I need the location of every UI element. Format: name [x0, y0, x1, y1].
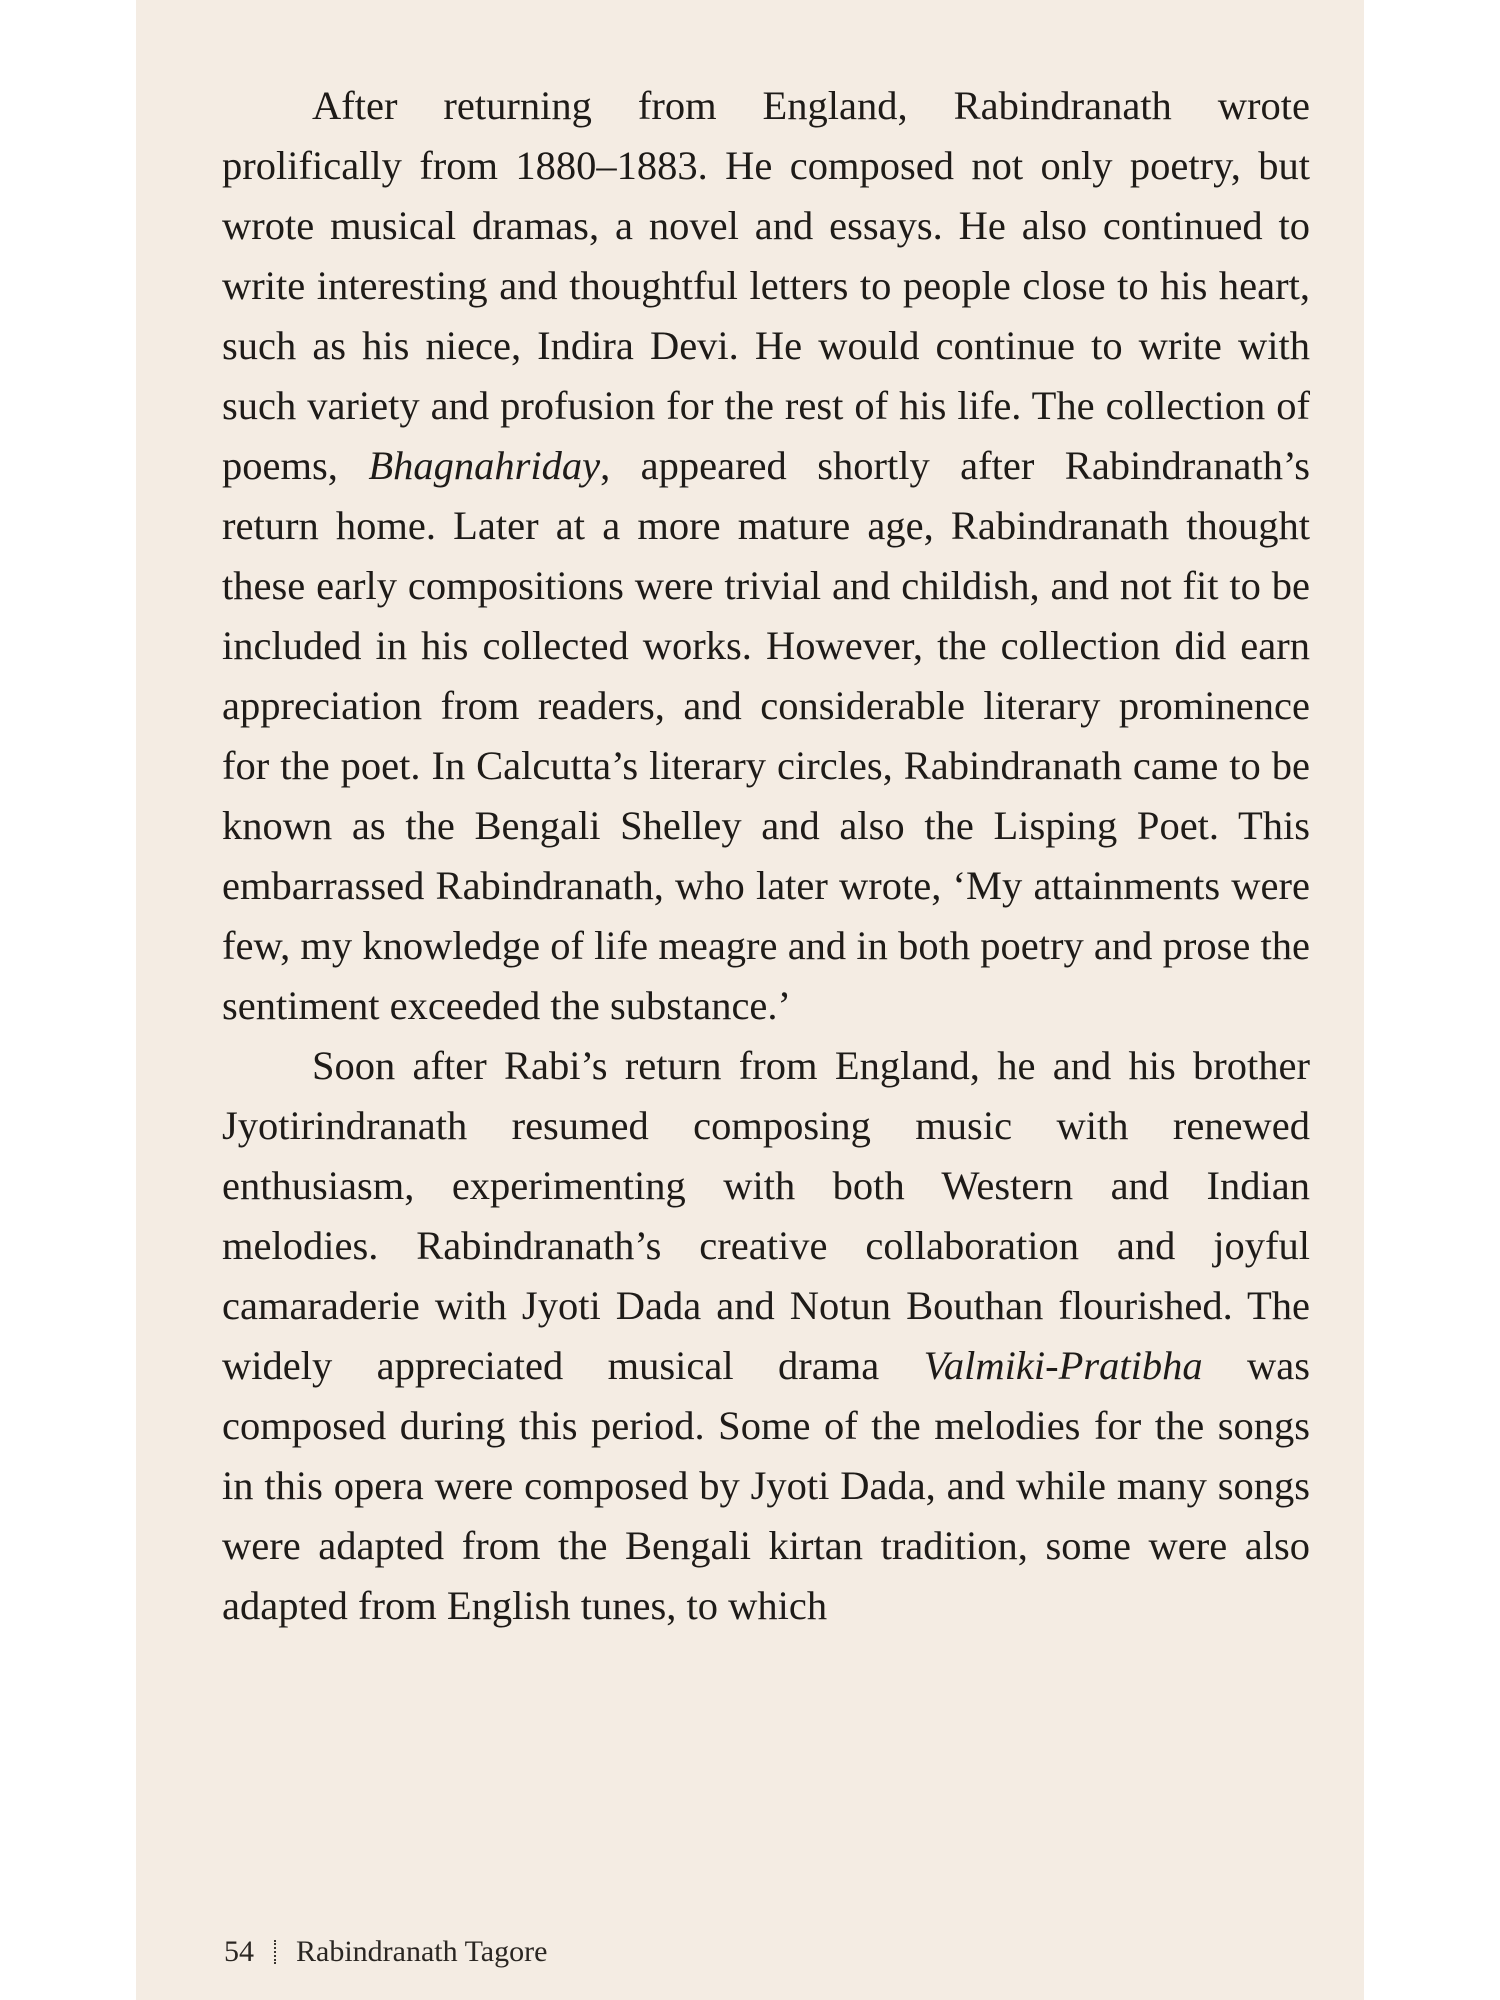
footer-divider	[274, 1940, 278, 1964]
paragraph-2-text-start: Soon after Rabi’s return from England, he and his brother Jyotirindranath resumed composing music with renewed enthusiasm, experimenting with both Western and Indian melodies. Rabindranath’s creative collaboration and joyful camaraderie with Jyoti Dada and Notun Bouthan flourished. The widely appreciated musical drama	[222, 1043, 1310, 1388]
paragraph-2	[222, 1036, 1310, 1636]
paragraph-1-text-start: After returning from England, Rabindranath wrote prolifically from 1880–1883. He composed not only poetry, but wrote musical dramas, a novel and essays. He also continued to write interesting and thoughtful letters to people close to his heart, such as his niece, Indira Devi. He would continue to write with such variety and profusion for the rest of his life. The collection of poems,	[222, 83, 1310, 488]
paragraph-1-text-end: , appeared shortly after Rabindranath’s return home. Later at a more mature age, Rabindranath thought these early compositions were trivial and childish, and not fit to be included in his collected works. However, the collection did earn appreciation from readers, and considerable literary prominence for the poet. In Calcutta’s literary circles, Rabindranath came to be known as the Bengali Shelley and also the Lisping Poet. This embarrassed Rabindranath, who later wrote, ‘My attainments were few, my knowledge of life meagre and in both poetry and prose the sentiment exceeded the substance.’	[222, 443, 1311, 1028]
page-number: 54	[224, 1935, 254, 1968]
musical-drama-title: Valmiki-Pratibha	[923, 1343, 1203, 1388]
paragraph-1	[222, 76, 1310, 1036]
page-footer	[224, 1932, 547, 1972]
paragraph-2-text-end: was composed during this period. Some of the melodies for the songs in this opera were composed by Jyoti Dada, and while many songs were adapted from the Bengali kirtan tradition, some were also adapted from English tunes, to which	[222, 1343, 1310, 1628]
body-text	[222, 76, 1310, 1636]
book-page	[136, 0, 1364, 2000]
poem-collection-title: Bhagnahriday	[368, 443, 601, 488]
running-title: Rabindranath Tagore	[296, 1935, 548, 1968]
